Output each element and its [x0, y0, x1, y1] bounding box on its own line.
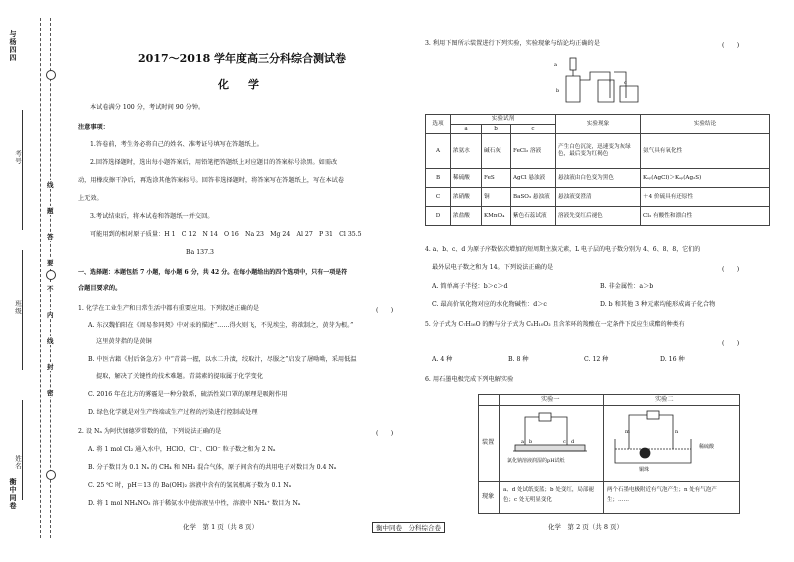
option-2a: A. 将 1 mol Cl₂ 通入水中，HClO、Cl⁻、ClO⁻ 粒子数之和为 2 Nₐ: [88, 446, 276, 453]
question-4-stem: 4. a、b、c、d 为原子序数依次增加的短周期主族元素，L 电子层的电子数分别为 4、6、8、8，它们的: [425, 246, 701, 253]
row-label: 装置: [482, 439, 495, 446]
question-1-stem: 1. 化学在工业生产和日常生活中都有重要应用。下列叙述正确的是: [78, 305, 260, 312]
school-label: 衡中同卷: [9, 478, 18, 510]
sealing-char: 线: [47, 181, 54, 189]
table-divider: [603, 395, 604, 513]
page-footer-right: 化学 第 2 页（共 8 页）: [548, 523, 624, 531]
class-field-line: [22, 250, 23, 370]
atomic-mass-line: Ba 137.3: [186, 249, 214, 256]
table-cell: 悬浊液变澄清: [556, 188, 641, 207]
punch-hole-icon: [46, 270, 56, 280]
answer-paren: ( ): [376, 307, 394, 314]
option-1d: D. 绿色化学就是对生产终端或生产过程的污染进行控制或处理: [88, 409, 258, 416]
table-cell: 浓氨水: [451, 134, 482, 169]
diagram-caption: 稀硫酸: [699, 444, 715, 450]
table-cell: KMnO₄: [482, 207, 511, 226]
question-6-stem: 6. 用石墨电极完成下列电解实验: [425, 376, 514, 383]
table-row: [426, 207, 770, 226]
notice-line: 上无效。: [78, 195, 103, 202]
answer-paren: ( ): [376, 430, 394, 437]
exam-info: 本试卷满分 100 分，考试时间 90 分钟。: [90, 104, 205, 111]
sealing-char: 要: [47, 259, 54, 267]
svg-text:c: c: [563, 439, 566, 445]
option-4a: A. 简单离子半径：b＞c＞d: [432, 283, 508, 290]
table-cell: Kₛₚ(AgCl)＞Kₛₚ(Ag₂S): [641, 169, 770, 188]
option-2d: D. 将 1 mol NH₄NO₃ 溶于稀氨水中使溶液呈中性，溶液中 NH₄⁺ 数目为 Nₐ: [88, 500, 301, 507]
question-2-stem: 2. 设 Nₐ 为阿伏加德罗常数的值，下列说法正确的是: [78, 428, 222, 435]
svg-text:c: c: [624, 80, 627, 86]
svg-text:a: a: [554, 62, 557, 68]
table-row: [426, 188, 770, 207]
phenomenon-1: a、d 处试纸变蓝；b 处变红，局部褪色；c 处无明显变化: [503, 487, 594, 503]
sealing-char: 线: [47, 337, 54, 345]
table-row: [426, 169, 770, 188]
table-header: c: [511, 125, 556, 134]
section-heading-cont: 合题目要求的。: [78, 285, 122, 292]
sealing-char: 答: [47, 233, 54, 241]
option-4d: D. b 和其他 3 种元素均能形成离子化合物: [600, 301, 716, 308]
page-footer-center: 衡中同卷 分科综合卷: [372, 522, 445, 533]
table-cell: 浓盐酸: [451, 207, 482, 226]
table-cell: 浓硝酸: [451, 188, 482, 207]
table-row: [426, 134, 770, 169]
table-cell: 悬浊液由白色变为黑色: [556, 169, 641, 188]
dashed-line-outer: [40, 18, 41, 538]
option-5b: B. 8 种: [508, 356, 529, 363]
option-4c: C. 最高价氧化物对应的水化物碱性：d＞c: [432, 301, 547, 308]
option-5d: D. 16 种: [660, 356, 685, 363]
table-header: 实验现象: [556, 115, 641, 134]
svg-text:m: m: [625, 429, 630, 435]
sealing-char: 密: [47, 389, 54, 397]
table-cell: C: [426, 188, 451, 207]
diagram-caption: 氯化钠溶液润湿的pH试纸: [507, 458, 565, 464]
row-label: 现象: [482, 493, 495, 500]
experiment-table: [425, 114, 770, 226]
option-5a: A. 4 种: [432, 356, 453, 363]
table-header: 实验二: [655, 396, 674, 403]
table-header: 选项: [426, 115, 451, 134]
table-cell: 溶液先变红后褪色: [556, 207, 641, 226]
notice-title: 注意事项：: [78, 124, 109, 131]
punch-hole-icon: [46, 70, 56, 80]
table-cell: FeCl₂ 溶液: [511, 134, 556, 169]
examno-field-label: 考号: [14, 150, 22, 165]
sealing-char: 内: [47, 311, 54, 319]
answer-paren: ( ): [722, 42, 740, 49]
svg-text:b: b: [556, 88, 560, 94]
name-field-label: 姓名: [14, 455, 22, 470]
option-1b: B. 中医古籍《肘后备急方》中“青蒿一握，以水二升渍，绞取汁，尽服之”启发了屠呦呦，采用低温: [88, 356, 357, 363]
table-header: a: [451, 125, 482, 134]
name-field-line: [22, 400, 23, 500]
svg-text:n: n: [675, 429, 679, 435]
option-2b: B. 分子数目为 0.1 Nₐ 的 CH₄ 和 NH₃ 混合气体，原子间含有的共用电子对数目为 0.4 Nₐ: [88, 464, 337, 471]
table-divider: [479, 405, 739, 406]
question-5-stem: 5. 分子式为 C₇H₁₆O 的醇与分子式为 C₅H₁₀O₂ 且含苯环的羧酸在一定条件下反应生成酯的种类有: [425, 321, 685, 328]
examno-field-line: [22, 110, 23, 230]
table-cell: D: [426, 207, 451, 226]
table-cell: A: [426, 134, 451, 169]
table-cell: 紫色石蕊试液: [511, 207, 556, 226]
svg-text:d: d: [571, 439, 575, 445]
page-title: 2017～2018 学年度高三分科综合测试卷: [138, 52, 347, 65]
table-divider: [499, 395, 500, 513]
option-4b: B. 非金属性：a＞b: [600, 283, 654, 290]
answer-paren: ( ): [722, 266, 740, 273]
option-1a: A. 东汉魏伯阳在《周易参同契》中对汞的描述“……得火则飞，不见埃尘，将欲制之，黄芽为根。”: [88, 322, 354, 329]
table-cell: AgCl 悬浊液: [511, 169, 556, 188]
table-header: 实验结论: [641, 115, 770, 134]
table-cell: Cl₂ 有酸性和漂白性: [641, 207, 770, 226]
table-cell: 铜: [482, 188, 511, 207]
svg-text:b: b: [529, 439, 533, 445]
sealing-char: 题: [47, 207, 54, 215]
page-footer-left: 化学 第 1 页（共 8 页）: [183, 523, 259, 531]
sealing-char: 不: [47, 285, 54, 293]
punch-hole-icon: [46, 470, 56, 480]
answer-paren: ( ): [722, 340, 740, 347]
table-header: 实验一: [541, 396, 560, 403]
svg-text:a: a: [521, 439, 524, 445]
table-cell: BaSO₃ 悬浊液: [511, 188, 556, 207]
binding-margin: [0, 0, 60, 562]
class-field-label: 班级: [14, 300, 22, 315]
copper-bead-label: 铜珠: [639, 467, 650, 473]
table-cell: 稀硫酸: [451, 169, 482, 188]
option-1a-cont: 这里黄芽指的是黄铜: [96, 338, 152, 345]
notice-line: 1.答卷前，考生务必将自己的姓名、准考证号填写在答题纸上。: [90, 141, 263, 148]
question-4-stem-cont: 最外层电子数之和为 14。下列说法正确的是: [432, 264, 554, 271]
electrolysis-table: [478, 394, 740, 514]
table-cell: B: [426, 169, 451, 188]
table-header: 实验试剂: [451, 115, 556, 125]
table-cell: 氨气具有氧化性: [641, 134, 770, 169]
table-header: b: [482, 125, 511, 134]
table-cell: 产生白色沉淀，迅速变为灰绿色，最后变为红褐色: [556, 134, 641, 169]
option-5c: C. 12 种: [584, 356, 609, 363]
school-field-label: 与杨四四: [9, 30, 18, 62]
table-cell: FeS: [482, 169, 511, 188]
electrolysis-setup-diagram: [607, 409, 701, 479]
phenomenon-2: 两个石墨电极附近有气泡产生；n 处有气泡产生；……: [607, 487, 717, 503]
sealing-char: 封: [47, 363, 54, 371]
notice-line: 2.回答选择题时，选出每小题答案后，用铅笔把答题纸上对应题目的答案标号涂黑。如需改: [90, 159, 338, 166]
option-2c: C. 25 ℃ 时，pH＝13 的 Ba(OH)₂ 溶液中含有的氢氧根离子数为 0.1 Nₐ: [88, 482, 292, 489]
section-heading: 一、选择题：本题包括 7 小题，每小题 6 分，共 42 分。在每小题给出的四个选项中，只有一项是符: [78, 269, 348, 276]
table-cell: ＋4 价硫具有还原性: [641, 188, 770, 207]
notice-line: 动，用橡皮擦干净后，再选涂其他答案标号。回答非选择题时，将答案写在答题纸上，写在本试卷: [78, 177, 345, 184]
option-1c: C. 2016 年在北方的雾霾是一种分散系，硫活性炭口罩的原理是吸附作用: [88, 391, 288, 398]
table-cell: 碱石灰: [482, 134, 511, 169]
subject-title: 化 学: [218, 78, 263, 91]
table-divider: [479, 481, 739, 482]
atomic-mass-line: 可能用到的相对原子质量：H 1 C 12 N 14 O 16 Na 23 Mg 24 Al 27 P 31 Cl 35.5: [90, 231, 362, 238]
apparatus-diagram: [548, 56, 644, 106]
option-1b-cont: 提取，解决了关键性的技术难题。青蒿素的提取属于化学变化: [96, 373, 264, 380]
notice-line: 3.考试结束后，将本试卷和答题纸一并交回。: [90, 213, 214, 220]
question-3-stem: 3. 利用下图所示装置进行下列实验，实验现象与结论均正确的是: [425, 40, 600, 47]
